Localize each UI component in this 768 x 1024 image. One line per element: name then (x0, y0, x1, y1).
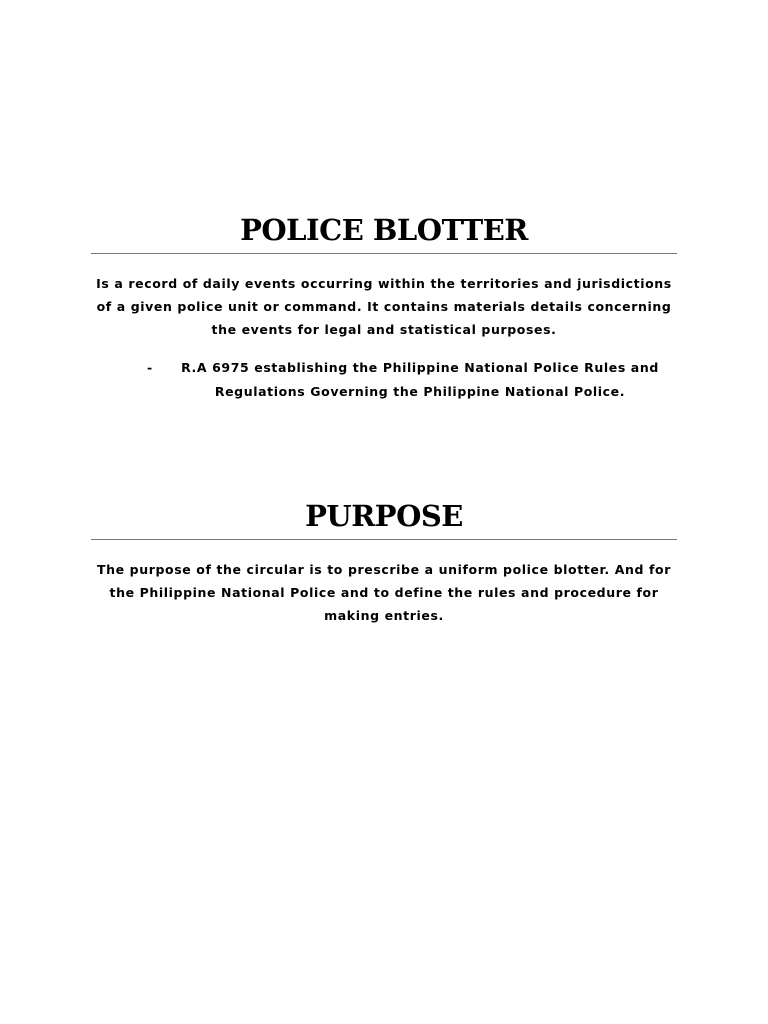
purpose-paragraph: The purpose of the circular is to prescribe a uniform police blotter. And for the Philippine National Police and to define the rules and procedure for making entries. (97, 562, 671, 623)
bullet-text: R.A 6975 establishing the Philippine National Police Rules and Regulations Governing the Philippine National Police. (181, 360, 659, 399)
section-purpose (91, 498, 677, 627)
section-police-blotter (91, 212, 677, 404)
bullet-item (147, 356, 667, 404)
definition-paragraph: Is a record of daily events occurring within the territories and jurisdictions of a given police unit or command. It contains materials details concerning the events for legal and statistical purposes. (96, 276, 672, 337)
heading-underline (91, 253, 677, 254)
heading-underline (91, 539, 677, 540)
bullet-marker: - (147, 360, 153, 375)
heading-police-blotter: POLICE BLOTTER (240, 213, 528, 247)
heading-purpose: PURPOSE (305, 499, 463, 533)
